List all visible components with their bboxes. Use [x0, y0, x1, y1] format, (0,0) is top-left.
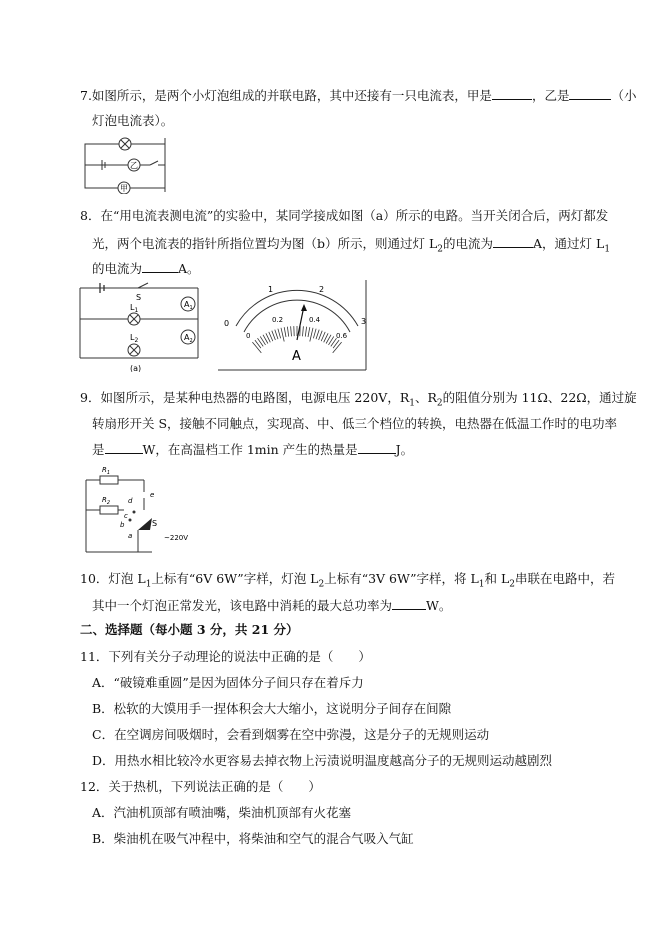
q7-text-line2: 灯泡电流表）。: [92, 113, 174, 128]
meter-tick: [281, 328, 284, 342]
q7-fig-label-yi: 乙: [130, 161, 138, 170]
q8-sub-l1: 1: [604, 244, 611, 255]
q7-blank-yi[interactable]: [569, 87, 611, 100]
meter-tick: [278, 329, 281, 339]
q8-blank-l2[interactable]: [493, 235, 533, 248]
meter-tick: [319, 331, 323, 340]
meter-tick: [275, 330, 278, 340]
q8-meter-big-2: 2: [319, 285, 325, 294]
q8-line3: [92, 260, 200, 277]
q10-blank-power[interactable]: [392, 597, 426, 610]
q9-blank-power[interactable]: [105, 441, 143, 454]
q10-text-c: 上标有“3V 6W”字样，将 L: [324, 571, 479, 586]
meter-tick: [272, 331, 276, 340]
q11-option-d[interactable]: D．用热水相比较冷水更容易去掉衣物上污渍说明温度越高分子的无规则运动越剧烈: [92, 753, 553, 768]
q8-meter-small-2: 0.4: [309, 316, 321, 324]
q10-text-e: 串联在电路中，若: [515, 571, 616, 586]
q9-text-line3a: 是: [92, 442, 105, 457]
q10-sub-1: 1: [145, 579, 152, 590]
q8-meter-big-1: 1: [268, 285, 274, 294]
q7-line1: [80, 87, 636, 104]
q12-stem: 12．关于热机，下列说法正确的是（ ）: [80, 779, 321, 794]
q10-text-a: 10．灯泡 L: [80, 571, 146, 586]
q7-text-b: ，乙是: [531, 88, 570, 103]
q9-fig-e: e: [150, 491, 155, 499]
q8-meter-big-3: 3: [361, 317, 367, 326]
q9-fig-S: S: [152, 519, 158, 528]
q8-text-line1: 8．在“用电流表测电流”的实验中，某同学接成如图（a）所示的电路。当开关闭合后，两灯都发: [80, 208, 609, 223]
q9-fig-R1: $R_1$: [102, 466, 111, 476]
meter-tick: [287, 327, 288, 337]
q9-text-b: 、R: [414, 390, 437, 405]
q8-sub-l2: 2: [437, 244, 444, 255]
q9-sub-r2: 2: [436, 398, 443, 409]
q9-blank-heat[interactable]: [358, 441, 396, 454]
q9-text-line2: 转扇形开关 S，接触不同触点，实现高、中、低三个档位的转换，电热器在低温工作时的电功率: [92, 416, 618, 431]
q8-fig-L1: $L_1$: [130, 303, 139, 314]
q9-text-line3b: W，在高温档工作 1min 产生的热量是: [142, 442, 358, 457]
meter-tick: [305, 327, 306, 337]
meter-tick: [291, 326, 292, 336]
meter-tick: [316, 330, 319, 340]
q10-text-line2b: W。: [426, 598, 452, 613]
q8-meter-small-0: 0: [246, 332, 251, 340]
q9-line1: [80, 390, 637, 412]
q9-circuit-figure: [80, 460, 230, 560]
q9-fig-supply: ~220V: [164, 534, 189, 542]
q9-fig-c: c: [124, 512, 128, 520]
q11-option-a[interactable]: A．“破镜难重圆”是因为固体分子间只存在着斥力: [92, 675, 364, 690]
q8-text-b: 的电流为: [443, 236, 494, 251]
q8-text-a: 光，两个电流表的指针所指位置均为图（b）所示，则通过灯 L: [92, 236, 438, 251]
q8-fig-A2: $A_2$: [184, 333, 193, 344]
q9-text-line3c: J。: [395, 442, 414, 457]
q8-meter-small-1: 0.2: [272, 316, 284, 324]
q9-line3: [92, 441, 413, 458]
q9-line2: [92, 416, 617, 432]
q10-sub-2: 2: [318, 579, 325, 590]
q10-line2: [92, 597, 451, 614]
q8-line2: [92, 235, 610, 258]
q8-fig-A1: $A_1$: [184, 300, 193, 311]
q8-text-c: A，通过灯 L: [533, 236, 605, 251]
q11-stem: 11．下列有关分子动理论的说法中正确的是（ ）: [80, 649, 371, 664]
q10-sub-3: 1: [478, 579, 485, 590]
q10-text-d: 和 L: [484, 571, 510, 586]
q8-figure-a: [80, 283, 198, 372]
q11-option-b[interactable]: B．松软的大馍用手一捏体积会大大缩小，这说明分子间存在间隙: [92, 701, 452, 716]
q8-figure: [78, 280, 370, 372]
q8-meter-big-0: 0: [224, 319, 230, 328]
q7-text-a: 7.如图所示，是两个小灯泡组成的并联电路，其中还接有一只电流表，甲是: [80, 88, 492, 103]
q9-sub-r1: 1: [409, 398, 415, 409]
q8-text-line3b: A。: [178, 261, 200, 276]
q8-fig-a-caption: (a): [130, 364, 142, 372]
q10-text-line2a: 其中一个灯泡正常发光，该电路中消耗的最大总功率为: [92, 598, 393, 613]
q7-text-c: （小: [611, 88, 637, 103]
q9-fig-b: b: [120, 521, 125, 529]
q7-fig-label-jia: 甲: [120, 184, 128, 193]
q8-fig-L2: $L_2$: [130, 333, 139, 344]
q8-line1: [80, 208, 608, 224]
q10-line1: [80, 571, 615, 593]
q10-sub-4: 2: [509, 579, 515, 590]
q7-blank-jia[interactable]: [492, 87, 532, 100]
q9-fig-R2: $R_2$: [102, 496, 111, 506]
meter-tick: [308, 327, 310, 337]
q7-line2: [92, 113, 173, 129]
meter-tick: [310, 328, 313, 342]
q8-meter-unit: A: [292, 349, 301, 364]
q11-option-c[interactable]: C．在空调房间吸烟时，会看到烟雾在空中弥漫，这是分子的无规则运动: [92, 727, 490, 742]
section-heading: 二、选择题（每小题 3 分，共 21 分）: [80, 622, 299, 637]
q8-text-line3a: 的电流为: [92, 261, 143, 276]
q12-option-a[interactable]: A．汽油机顶部有喷油嘴，柴油机顶部有火花塞: [92, 805, 352, 820]
q7-circuit-figure: [82, 134, 182, 194]
q9-fig-a: a: [128, 532, 133, 540]
meter-tick: [313, 329, 316, 339]
q8-figure-b: [218, 280, 366, 370]
meter-tick: [303, 326, 304, 336]
q10-text-b: 上标有“6V 6W”字样，灯泡 L: [151, 571, 319, 586]
q12-option-b[interactable]: B．柴油机在吸气冲程中，将柴油和空气的混合气吸入气缸: [92, 831, 414, 846]
q8-meter-small-3: 0.6: [336, 332, 348, 340]
q8-blank-l1[interactable]: [142, 260, 178, 273]
meter-tick: [284, 327, 286, 337]
q9-text-c: 的阻值分别为 11Ω、22Ω，通过旋: [442, 390, 637, 405]
q8-fig-S: S: [136, 293, 142, 302]
q9-fig-d: d: [128, 497, 133, 505]
q9-text-a: 9．如图所示，是某种电热器的电路图，电源电压 220V，R: [80, 390, 410, 405]
